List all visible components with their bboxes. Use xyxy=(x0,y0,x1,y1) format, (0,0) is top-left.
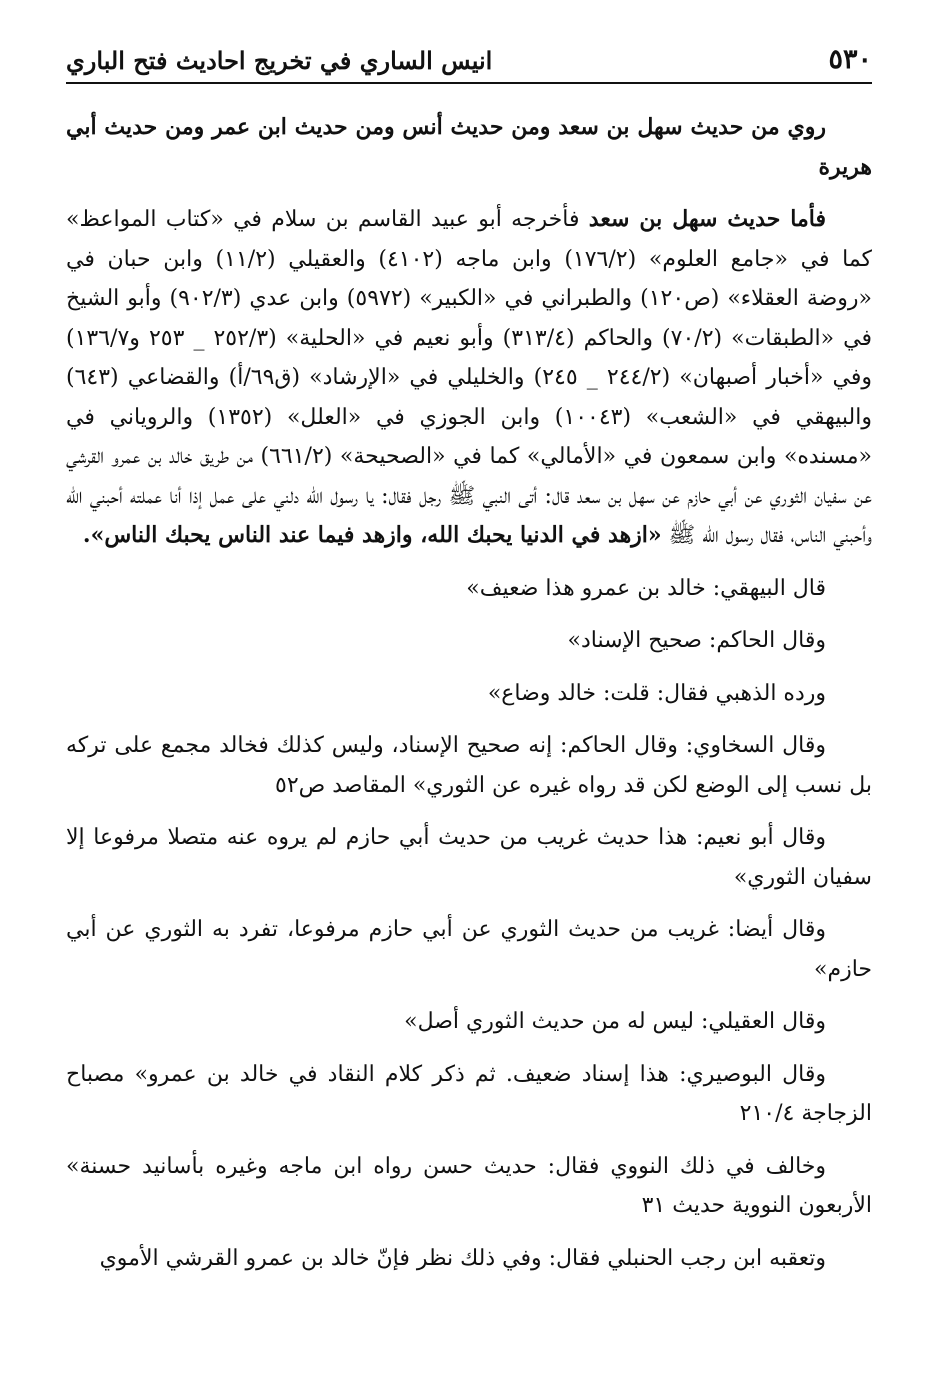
paragraph-text: ورده الذهبي فقال: قلت: خالد وضاع» xyxy=(487,680,826,706)
page-number: ٥٣٠ xyxy=(828,44,872,75)
paragraph-text: فأخرجه أبو عبيد القاسم بن سلام في «كتاب المواعظ» كما في «جامع العلوم» (١٧٦/٢) وابن ماجه (٤١٠٢) والعقيلي (١١/٢) وابن حبان في «روضة العقلاء» (ص١٢٠) والطبراني في «الكبير» (٥٩٧٢) وابن عدي (٩٠٢/٣) وأبو الشيخ في «الطبقات» (٧٠/٢) والحاكم (٣١٣/٤) وأبو نعيم في «الحلية» (٢٥٢/٣ _ ٢٥٣ و١٣٦/٧) وفي «أخبار أصبهان» (٢٤٤/٢ _ ٢٤٥) والخليلي في «الإرشاد» (ق٦٩/أ) والقضاعي (٦٤٣) والبيهقي في «الشعب» (١٠٠٤٣) وابن الجوزي في «العلل» (١٣٥٢) والروياني في «مسنده» وابن سمعون في «الأمالي» كما في «الصحيحة» (٦٦١/٢) من طريق خالد بن عمرو القرشي عن سفيان الثوري عن أبي حازم عن سهل بن سعد قال: أتى النبي ﷺ رجل فقال: يا رسول الله دلني على عمل إذا أنا عملته أحبني الله وأحبني الناس، فقال رسول الله ﷺ xyxy=(66,207,873,548)
paragraph xyxy=(66,200,872,556)
paragraph xyxy=(66,726,872,805)
header-rule xyxy=(66,82,872,84)
paragraph xyxy=(66,621,872,661)
paragraph xyxy=(66,1002,872,1042)
paragraph xyxy=(66,569,872,609)
paragraph-text: وقال أيضا: غريب من حديث الثوري عن أبي حازم مرفوعا، تفرد به الثوري عن أبي حازم» xyxy=(66,917,872,982)
body-text xyxy=(66,108,872,1291)
page-header xyxy=(66,44,872,88)
paragraph-text: وقال البوصيري: هذا إسناد ضعيف. ثم ذكر كلام النقاد في خالد بن عمرو» مصباح الزجاجة ٢١٠/٤ xyxy=(66,1061,872,1126)
paragraph-lead: فأما حديث سهل بن سعد xyxy=(588,206,826,232)
paragraph xyxy=(66,1055,872,1134)
paragraph xyxy=(66,674,872,714)
paragraph-text: روي من حديث سهل بن سعد ومن حديث أنس ومن حديث ابن عمر ومن حديث أبي هريرة xyxy=(66,114,872,180)
hadith-quote: «ازهد في الدنيا يحبك الله، وازهد فيما عند الناس يحبك الناس». xyxy=(82,522,662,548)
paragraph xyxy=(66,108,872,187)
paragraph xyxy=(66,1239,872,1279)
paragraph-text: وقال العقيلي: ليس له من حديث الثوري أصل» xyxy=(404,1009,826,1034)
running-title: انيس الساري في تخريج احاديث فتح الباري xyxy=(66,46,493,75)
paragraph xyxy=(66,910,872,989)
paragraph-text: وقال السخاوي: وقال الحاكم: إنه صحيح الإسناد، وليس كذلك فخالد مجمع على تركه بل نسب إلى الوضع لكن قد رواه غيره عن الثوري» المقاصد ص٥٢ xyxy=(66,733,872,798)
paragraph-text: وتعقبه ابن رجب الحنبلي فقال: وفي ذلك نظر فإنّ خالد بن عمرو القرشي الأموي xyxy=(99,1245,826,1271)
paragraph-text: قال البيهقي: خالد بن عمرو هذا ضعيف» xyxy=(466,575,826,601)
paragraph-text: وقال الحاكم: صحيح الإسناد» xyxy=(567,628,826,653)
paragraph xyxy=(66,1147,872,1226)
paragraph-text: وخالف في ذلك النووي فقال: حديث حسن رواه ابن ماجه وغيره بأسانيد حسنة» الأربعون النووية حديث ٣١ xyxy=(66,1153,872,1218)
paragraph xyxy=(66,818,872,897)
paragraph-text: وقال أبو نعيم: هذا حديث غريب من حديث أبي حازم لم يروه عنه متصلا مرفوعا إلا سفيان الثوري» xyxy=(66,825,872,890)
